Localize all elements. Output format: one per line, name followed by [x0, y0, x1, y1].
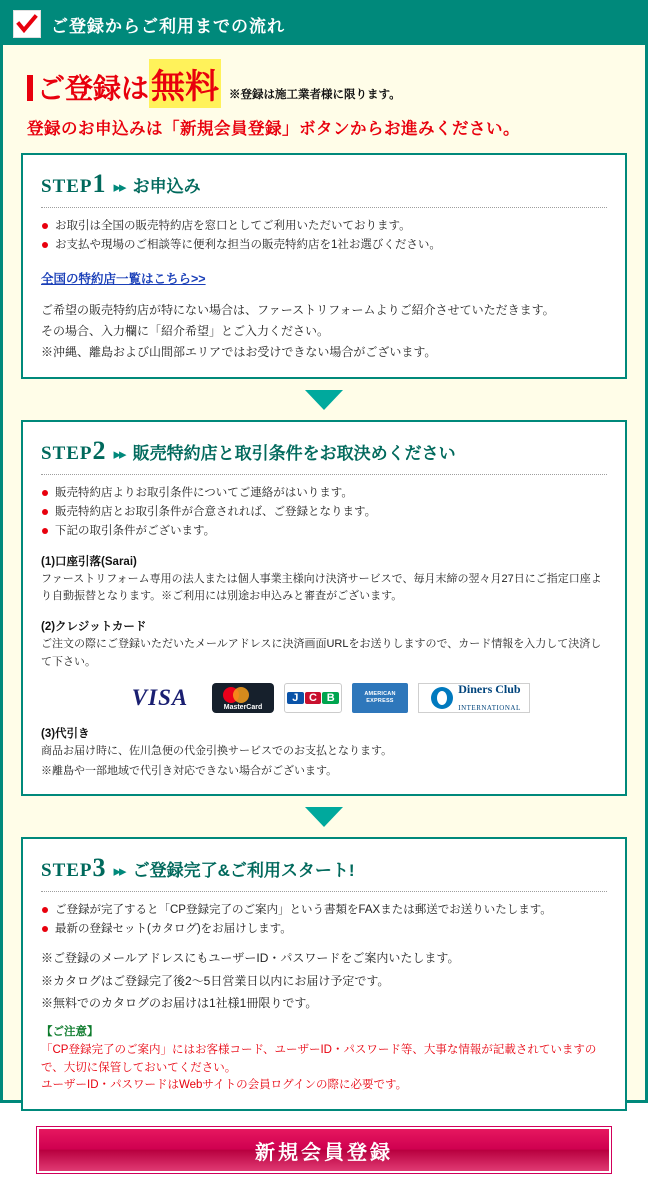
credit-card-logos [41, 683, 607, 713]
list-item: お取引は全国の販売特約店を窓口としてご利用いただいております。 [41, 217, 607, 236]
payment-option-3-title: (3)代引き [41, 728, 90, 741]
payment-option-3-body: 商品お届け時に、佐川急便の代金引換サービスでのお支払となります。 [41, 745, 393, 758]
payment-option-2-title: (2)クレジットカード [41, 621, 147, 634]
step-1-label: STEP [41, 176, 93, 197]
arrow-down-icon-2 [305, 807, 343, 827]
intro-note: ※登録は施工業者様に限ります。 [229, 89, 401, 101]
register-button-area [3, 1111, 645, 1191]
divider [41, 891, 607, 892]
check-icon [13, 10, 41, 38]
store-list-link[interactable]: 全国の特約店一覧はこちら>> [41, 271, 206, 286]
list-item: ご登録が完了すると「CP登録完了のご案内」という書類をFAXまたは郵送でお送りいたします。 [41, 901, 607, 920]
list-item: お支払や現場のご相談等に便利な担当の販売特約店を1社お選びください。 [41, 236, 607, 255]
list-item: 販売特約店よりお取引条件についてご連絡がはいります。 [41, 484, 607, 503]
payment-option-2-body: ご注文の際にご登録いただいたメールアドレスに決済画面URLをお送りしますので、カード情報を入力して決済して下さい。 [41, 638, 602, 668]
intro-subline: 登録のお申込みは「新規会員登録」ボタンからお進みください。 [27, 120, 520, 138]
mastercard-label: MasterCard [223, 704, 263, 712]
intro-section [3, 45, 645, 143]
step-3-arrows-icon: ▸▸ [113, 863, 125, 881]
payment-option-1-body: ファーストリフォーム専用の法人または個人事業主様向け決済サービスで、毎月末締の翌々月27日にご指定口座より自動振替となります。※ご利用には別途お申込みと審査がございます。 [41, 572, 602, 603]
step-2-label: STEP [41, 442, 93, 464]
jcb-c: C [305, 692, 322, 704]
new-member-registration-button[interactable]: 新規会員登録 [37, 1127, 611, 1173]
mastercard-logo [212, 683, 274, 713]
step-3-note-1: ※ご登録のメールアドレスにもユーザーID・パスワードをご案内いたします。 [41, 951, 460, 966]
intro-headline [27, 59, 621, 108]
diners-label: Diners Club INTERNATIONAL [458, 682, 521, 713]
caution-title: 【ご注意】 [41, 1025, 99, 1038]
step-3-bullets [41, 901, 607, 939]
step-2-header [41, 436, 607, 474]
step-1-body-2: その場合、入力欄に「紹介希望」とご入力ください。 [41, 323, 330, 338]
page-header [3, 3, 645, 45]
payment-option-3-note: ※離島や一部地域で代引き対応できない場合がございます。 [41, 764, 338, 777]
divider [41, 207, 607, 208]
step-2-bullets [41, 484, 607, 541]
diners-mark-icon [431, 687, 453, 709]
intro-big-text: ご登録は [37, 73, 150, 104]
step-1-bullets [41, 217, 607, 255]
arrow-down-icon-1 [305, 390, 343, 410]
step-3-box [21, 837, 627, 1111]
step-1-number: 1 [92, 169, 106, 198]
jcb-j: J [287, 692, 304, 704]
mastercard-circles-icon [223, 687, 263, 703]
visa-logo: VISA [131, 685, 189, 711]
list-item: 最新の登録セット(カタログ)をお届けします。 [41, 920, 607, 939]
page-title: ご登録からご利用までの流れ [51, 16, 285, 36]
step-2-box [21, 420, 627, 796]
caution-block [41, 1024, 607, 1095]
store-list-link-row [41, 269, 607, 288]
step-2-number: 2 [92, 435, 106, 465]
jcb-logo [284, 683, 342, 713]
step-3-note-2: ※カタログはご登録完了後2～5日営業日以内にお届け予定です。 [41, 973, 390, 988]
intro-highlight: 無料 [149, 59, 221, 108]
step-1-box [21, 153, 627, 379]
step-3-label: STEP [41, 860, 93, 882]
step-1-title: お申込み [132, 177, 201, 196]
step-2-arrows-icon: ▸▸ [113, 445, 125, 463]
list-item: 下記の取引条件がございます。 [41, 522, 607, 541]
diners-club-logo [418, 683, 530, 713]
amex-logo: AMERICAN EXPRESS [352, 683, 408, 713]
step-3-header [41, 853, 607, 891]
step-1-arrows-icon: ▸▸ [113, 179, 125, 196]
step-3-title: ご登録完了&ご利用スタート! [132, 861, 355, 881]
step-1-body-3: ※沖縄、離島および山間部エリアではお受けできない場合がございます。 [41, 344, 437, 359]
caution-line-2: ユーザーID・パスワードはWebサイトの会員ログインの際に必要です。 [41, 1079, 408, 1092]
payment-option-1-title: (1)口座引落(Sarai) [41, 555, 137, 568]
step-1-body-1: ご希望の販売特約店が特にない場合は、ファーストリフォームよりご紹介させていただきます。 [41, 302, 555, 317]
jcb-b: B [322, 692, 339, 704]
step-3-number: 3 [92, 853, 106, 883]
caution-line-1: 「CP登録完了のご案内」にはお客様コード、ユーザーID・パスワード等、大事な情報が記載されていますので、大切に保管しておいてください。 [41, 1043, 597, 1074]
step-2-title: 販売特約店と取引条件をお取決めください [132, 443, 456, 463]
step-1-header [41, 169, 607, 207]
list-item: 販売特約店とお取引条件が合意されれば、ご登録となります。 [41, 503, 607, 522]
accent-bar-icon [27, 75, 33, 101]
divider [41, 474, 607, 475]
step-3-note-3: ※無料でのカタログのお届けは1社様1冊限りです。 [41, 995, 318, 1010]
